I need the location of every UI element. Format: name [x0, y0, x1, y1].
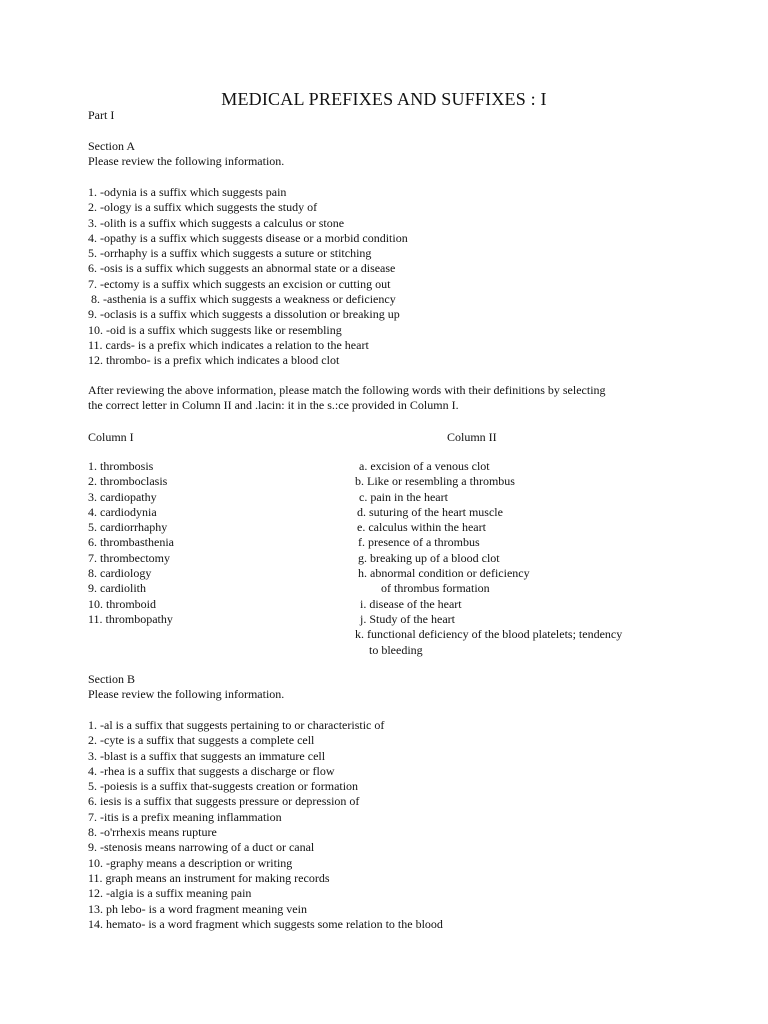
matching-instructions — [88, 383, 708, 414]
list-item: 14. hemato- is a word fragment which suggests some relation to the blood — [88, 916, 443, 931]
list-item: 3. -blast is a suffix that suggests an immature cell — [88, 748, 326, 763]
section-b — [88, 672, 708, 703]
term-item: 10. thromboid — [88, 596, 156, 611]
term-item: 8. cardiology — [88, 566, 152, 581]
list-item: 9. -stenosis means narrowing of a duct or canal — [88, 840, 315, 855]
list-item: 5. -poiesis is a suffix that-suggests creation or formation — [88, 779, 359, 794]
column-2-header: Column II — [447, 430, 497, 444]
section-a-heading: Section A — [88, 139, 135, 153]
column-2-list — [355, 459, 715, 658]
definition-item: b. Like or resembling a thrombus — [355, 474, 515, 489]
definition-item: d. suturing of the heart muscle — [357, 504, 503, 519]
list-item: 7. -itis is a prefix meaning inflammation — [88, 809, 282, 824]
list-item: 6. -osis is a suffix which suggests an abnormal state or a disease — [88, 261, 396, 276]
list-item: 13. ph lebo- is a word fragment meaning vein — [88, 901, 307, 916]
term-item: 2. thromboclasis — [88, 474, 168, 489]
definition-item: i. disease of the heart — [360, 596, 462, 611]
list-item: 12. thrombo- is a prefix which indicates a blood clot — [88, 353, 340, 368]
term-item: 5. cardiorrhaphy — [88, 520, 168, 535]
part-label: Part I — [88, 108, 115, 122]
section-b-intro: Please review the following information. — [88, 687, 285, 702]
list-item: 6. iesis is a suffix that suggests pressure or depression of — [88, 794, 360, 809]
list-item: 4. -rhea is a suffix that suggests a discharge or flow — [88, 763, 335, 778]
list-item: 8. -o'rrhexis means rupture — [88, 825, 217, 840]
section-a-list — [88, 185, 708, 369]
definition-item-continuation: to bleeding — [369, 642, 423, 657]
definition-item: f. presence of a thrombus — [358, 535, 480, 550]
list-item: 3. -olith is a suffix which suggests a calculus or stone — [88, 215, 345, 230]
term-item: 3. cardiopathy — [88, 489, 157, 504]
term-item: 11. thrombopathy — [88, 611, 173, 626]
definition-item: g. breaking up of a blood clot — [358, 550, 500, 565]
list-item: 1. -odynia is a suffix which suggests pain — [88, 185, 287, 199]
definition-item-continuation: of thrombus formation — [381, 581, 490, 596]
list-item: 11. cards- is a prefix which indicates a relation to the heart — [88, 337, 369, 352]
term-item: 4. cardiodynia — [88, 504, 157, 519]
list-item: 9. -oclasis is a suffix which suggests a dissolution or breaking up — [88, 307, 400, 322]
list-item: 10. -oid is a suffix which suggests like or resembling — [88, 322, 342, 337]
list-item: 5. -orrhaphy is a suffix which suggests a suture or stitching — [88, 246, 372, 261]
column-1-header: Column I — [88, 430, 134, 444]
instructions-line: the correct letter in Column II and .lacin: it in the s.:ce provided in Column I. — [88, 398, 459, 413]
list-item: 10. -graphy means a description or writing — [88, 855, 293, 870]
column-1-list — [88, 459, 348, 627]
list-item: 12. -algia is a suffix meaning pain — [88, 886, 252, 901]
term-item: 6. thrombasthenia — [88, 535, 174, 550]
instructions-line: After reviewing the above information, please match the following words with their definitions by selecting — [88, 383, 606, 397]
definition-item: e. calculus within the heart — [357, 520, 486, 535]
definition-item: j. Study of the heart — [360, 611, 455, 626]
list-item: 4. -opathy is a suffix which suggests disease or a morbid condition — [88, 230, 408, 245]
term-item: 7. thrombectomy — [88, 550, 170, 565]
list-item: 1. -al is a suffix that suggests pertaining to or characteristic of — [88, 718, 385, 732]
section-b-list — [88, 718, 708, 932]
definition-item: k. functional deficiency of the blood platelets; tendency — [355, 627, 623, 642]
document-title: MEDICAL PREFIXES AND SUFFIXES : I — [221, 89, 547, 109]
definition-item: a. excision of a venous clot — [359, 459, 490, 473]
list-item: 2. -cyte is a suffix that suggests a complete cell — [88, 733, 315, 748]
definition-item: c. pain in the heart — [359, 489, 448, 504]
section-a — [88, 139, 708, 170]
list-item: 2. -ology is a suffix which suggests the study of — [88, 200, 318, 215]
list-item: 8. -asthenia is a suffix which suggests a weakness or deficiency — [91, 292, 396, 307]
definition-item: h. abnormal condition or deficiency — [358, 566, 530, 581]
section-a-intro: Please review the following information. — [88, 154, 285, 169]
list-item: 11. graph means an instrument for making records — [88, 870, 330, 885]
term-item: 1. thrombosis — [88, 459, 154, 473]
term-item: 9. cardiolith — [88, 581, 146, 596]
list-item: 7. -ectomy is a suffix which suggests an excision or cutting out — [88, 276, 391, 291]
section-b-heading: Section B — [88, 672, 135, 686]
